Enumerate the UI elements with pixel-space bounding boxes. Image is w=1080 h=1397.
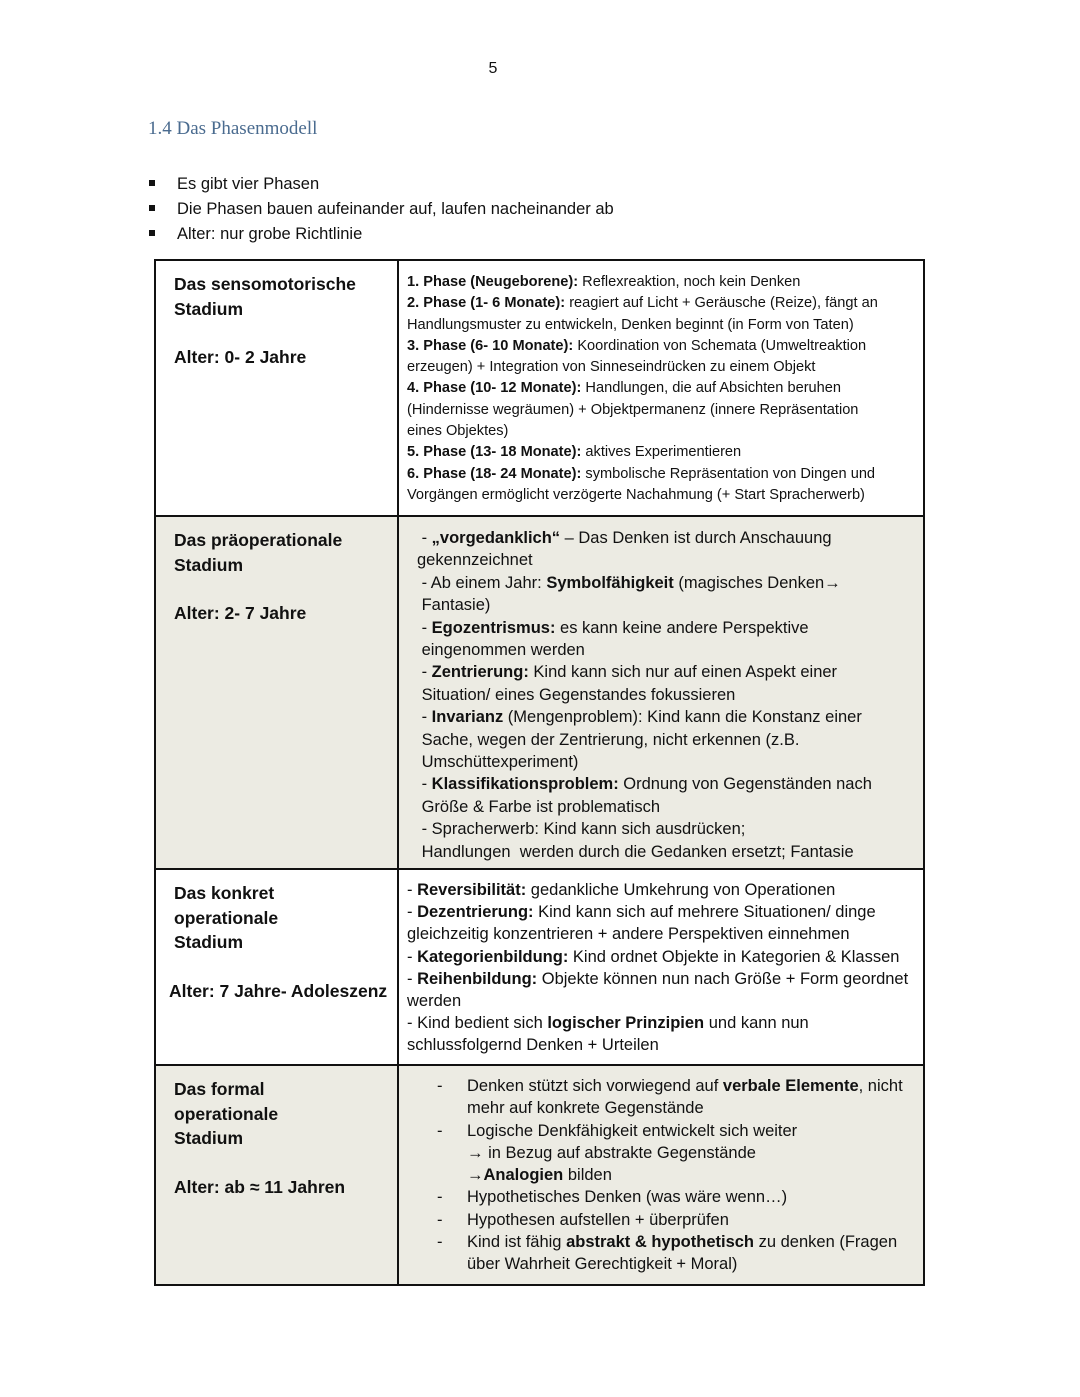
stage-label-cell — [155, 516, 398, 869]
line-text: - — [417, 775, 432, 794]
bold-term: Egozentrismus: — [431, 618, 556, 637]
line-text: - — [407, 947, 418, 966]
description-line — [417, 527, 909, 549]
line-text: gleichzeitig konzentrieren + andere Perspektiven einnehmen — [407, 925, 850, 944]
stage-description-cell — [398, 869, 924, 1065]
line-text: über Wahrheit Gerechtigkeit + Moral) — [467, 1255, 738, 1274]
intro-bullet-item — [148, 198, 614, 223]
line-text: , nicht — [858, 1077, 903, 1095]
line-text: Kind ist fähig — [467, 1233, 567, 1252]
line-text: Handlungen, die auf Absichten beruhen — [581, 380, 842, 397]
intro-bullet-item — [148, 223, 614, 248]
description-line — [417, 796, 909, 818]
intro-bullet-text: Die Phasen bauen aufeinander auf, laufen nacheinander ab — [177, 200, 614, 218]
description-line — [407, 968, 909, 990]
stage-row-formal-operational — [155, 1065, 924, 1285]
description-line — [417, 639, 909, 661]
dash-list-item — [407, 1186, 909, 1208]
stage-description-cell — [398, 1065, 924, 1285]
bold-term: Symbolfähigkeit — [546, 573, 674, 592]
dash-bullet-icon: - — [437, 1077, 443, 1095]
bold-term: verbale Elemente — [722, 1077, 859, 1095]
line-text: - — [417, 663, 432, 682]
line-text: Fantasie) — [421, 596, 491, 615]
dash-bullet-icon: - — [437, 1233, 443, 1252]
description-line — [407, 315, 909, 336]
line-text: Handlungen werden durch die Gedanken ersetzt; Fantasie — [421, 842, 854, 861]
dash-list-item — [407, 1231, 909, 1276]
bold-term: Reihenbildung: — [417, 969, 538, 988]
line-text: Koordination von Schemata (Umweltreaktion — [573, 337, 867, 354]
bold-term: Invarianz — [431, 708, 504, 727]
description-line — [407, 336, 909, 357]
line-text: erzeugen) + Integration von Sinneseindrücken zu einem Objekt — [407, 359, 816, 376]
intro-bullet-text: Alter: nur grobe Richtlinie — [177, 225, 363, 243]
description-line — [417, 706, 909, 728]
description-line — [407, 990, 909, 1012]
stage-age: Alter: 0- 2 Jahre — [174, 347, 307, 367]
square-bullet-icon — [149, 205, 155, 211]
description-line — [467, 1164, 909, 1186]
line-text: - Spracherwerb: Kind kann sich ausdrücken; — [417, 820, 746, 839]
stage-name: Das sensomotorische Stadium — [174, 274, 356, 319]
section-heading: 1.4 Das Phasenmodell — [148, 118, 318, 139]
description-line — [417, 729, 909, 751]
line-text: aktives Experimentieren — [581, 444, 742, 461]
stage-age: Alter: 2- 7 Jahre — [174, 603, 307, 623]
description-line — [407, 400, 909, 421]
line-text: reagiert auf Licht + Geräusche (Reize), fängt an — [565, 295, 878, 312]
description-line — [417, 617, 909, 639]
intro-bullet-list — [148, 173, 614, 248]
stage-label-cell — [155, 260, 398, 516]
dash-bullet-icon: - — [437, 1210, 443, 1229]
bold-term: Kategorienbildung: — [417, 947, 569, 966]
description-line — [407, 442, 909, 463]
line-text: - Ab einem Jahr: — [417, 573, 547, 592]
stages-table — [154, 259, 925, 1286]
line-text: Hypothetisches Denken (was wäre wenn…) — [467, 1188, 788, 1207]
line-text: Reflexreaktion, noch kein Denken — [578, 274, 801, 290]
description-line — [467, 1231, 909, 1253]
description-line — [417, 773, 909, 795]
description-line — [467, 1097, 909, 1119]
line-text: - Kind bedient sich — [407, 1014, 548, 1033]
description-line — [407, 1034, 909, 1056]
bold-term: Dezentrierung: — [417, 903, 534, 922]
description-line — [407, 485, 909, 506]
stage-age: Alter: 7 Jahre- Adoleszenz — [169, 980, 388, 1001]
line-text: Sache, wegen der Zentrierung, nicht erkennen (z.B. — [421, 730, 800, 749]
line-text: gekennzeichnet — [417, 551, 533, 570]
line-text: Umschüttexperiment) — [421, 753, 579, 772]
line-text: (Mengenproblem): Kind kann die Konstanz einer — [503, 708, 862, 727]
line-text: zu denken (Fragen — [754, 1233, 898, 1252]
bold-term: 6. Phase (18- 24 Monate): — [407, 465, 582, 482]
line-text: → — [467, 1166, 484, 1185]
description-line — [467, 1142, 909, 1164]
line-text: (Hindernisse wegräumen) + Objektpermanenz (innere Repräsentation — [407, 401, 859, 418]
line-text: Kind kann sich nur auf einen Aspekt einer — [528, 663, 838, 682]
description-line — [467, 1209, 909, 1231]
line-text: Denken stützt sich vorwiegend auf — [467, 1077, 723, 1095]
description-line — [417, 594, 909, 616]
bold-term: Zentrierung: — [431, 663, 529, 682]
line-text: Größe & Farbe ist problematisch — [421, 797, 661, 816]
bold-term: Reversibilität: — [417, 881, 527, 899]
description-line — [407, 357, 909, 378]
line-text: bilden — [563, 1166, 612, 1185]
line-text: (magisches Denken→ — [673, 573, 841, 592]
description-line — [417, 841, 909, 863]
dash-bullet-icon: - — [437, 1121, 443, 1140]
dash-list-item — [407, 1120, 909, 1187]
description-line — [407, 421, 909, 442]
stage-description — [399, 261, 923, 506]
bold-term: abstrakt & hypothetisch — [566, 1233, 755, 1252]
line-text: eingenommen werden — [421, 641, 585, 660]
description-line — [407, 1012, 909, 1034]
line-text: Situation/ eines Gegenstandes fokussieren — [421, 685, 736, 704]
description-line — [407, 879, 909, 901]
bold-term: 5. Phase (13- 18 Monate): — [407, 444, 582, 461]
bold-term: 2. Phase (1- 6 Monate): — [407, 295, 566, 312]
square-bullet-icon — [149, 180, 155, 186]
description-line — [407, 901, 909, 923]
stage-description — [399, 870, 923, 1057]
dash-list-item — [407, 1209, 909, 1231]
bold-term: 3. Phase (6- 10 Monate): — [407, 337, 574, 354]
bold-term: Analogien — [483, 1166, 564, 1185]
page-number: 5 — [488, 60, 498, 77]
stage-name: Das formal operationale Stadium — [174, 1079, 279, 1148]
stage-row-sensomotorisch — [155, 260, 924, 516]
description-line — [407, 293, 909, 314]
description-line — [417, 572, 909, 594]
bold-term: Klassifikationsproblem: — [431, 775, 619, 794]
square-bullet-icon — [149, 230, 155, 236]
line-text: es kann keine andere Perspektive — [555, 618, 809, 637]
dash-list-item — [407, 1075, 909, 1120]
bold-term: 1. Phase (Neugeborene): — [407, 274, 579, 290]
line-text: - — [407, 881, 418, 899]
line-text: Ordnung von Gegenständen nach — [618, 775, 872, 794]
line-text: → in Bezug auf abstrakte Gegenstände — [467, 1143, 756, 1162]
bold-term: logischer Prinzipien — [547, 1014, 705, 1033]
bold-term: „vorgedanklich“ — [431, 529, 561, 547]
stage-label-cell — [155, 1065, 398, 1285]
stage-label-cell — [155, 869, 398, 1065]
line-text: - — [407, 969, 418, 988]
line-text: - — [417, 618, 432, 637]
description-line — [467, 1120, 909, 1142]
description-line — [417, 751, 909, 773]
line-text: symbolische Repräsentation von Dingen und — [581, 465, 876, 482]
stage-row-praeoperational — [155, 516, 924, 869]
line-text: – Das Denken ist durch Anschauung — [560, 529, 832, 547]
line-text: und kann nun — [704, 1014, 809, 1033]
line-text: Logische Denkfähigkeit entwickelt sich weiter — [467, 1121, 798, 1140]
intro-bullet-text: Es gibt vier Phasen — [177, 175, 320, 193]
description-line — [417, 684, 909, 706]
stage-description-cell — [398, 516, 924, 869]
line-text: werden — [407, 992, 462, 1011]
stage-description — [399, 1066, 923, 1276]
line-text: Kind ordnet Objekte in Kategorien & Klassen — [568, 947, 900, 966]
line-text: - — [417, 529, 432, 547]
description-line — [417, 549, 909, 571]
stage-age: Alter: ab ≈ 11 Jahren — [174, 1176, 346, 1197]
line-text: mehr auf konkrete Gegenstände — [467, 1099, 704, 1118]
line-text: - — [417, 708, 432, 727]
line-text: schlussfolgernd Denken + Urteilen — [407, 1036, 659, 1055]
line-text: gedankliche Umkehrung von Operationen — [526, 881, 836, 899]
description-line — [467, 1253, 909, 1275]
line-text: Handlungsmuster zu entwickeln, Denken beginnt (in Form von Taten) — [407, 316, 854, 333]
intro-bullet-item — [148, 173, 614, 198]
line-text: Objekte können nun nach Größe + Form geordnet — [537, 969, 909, 988]
stage-description — [399, 517, 923, 863]
bold-term: 4. Phase (10- 12 Monate): — [407, 380, 582, 397]
description-line — [407, 272, 909, 293]
description-line — [407, 923, 909, 945]
line-text: - — [407, 903, 418, 922]
description-line — [407, 378, 909, 399]
description-line — [467, 1186, 909, 1208]
stage-row-konkret-operational — [155, 869, 924, 1065]
line-text: eines Objektes) — [407, 423, 509, 440]
description-line — [407, 464, 909, 485]
stage-description-cell — [398, 260, 924, 516]
description-line — [407, 946, 909, 968]
stage-name: Das präoperationale Stadium — [174, 530, 343, 575]
line-text: Hypothesen aufstellen + überprüfen — [467, 1210, 729, 1229]
description-line — [467, 1075, 909, 1097]
description-line — [417, 818, 909, 840]
line-text: Kind kann sich auf mehrere Situationen/ dinge — [533, 903, 876, 922]
line-text: Vorgängen ermöglicht verzögerte Nachahmung (+ Start Spracherwerb) — [407, 486, 865, 503]
description-line — [417, 661, 909, 683]
dash-bullet-icon: - — [437, 1188, 443, 1207]
stage-name: Das konkret operationale Stadium — [174, 883, 279, 952]
